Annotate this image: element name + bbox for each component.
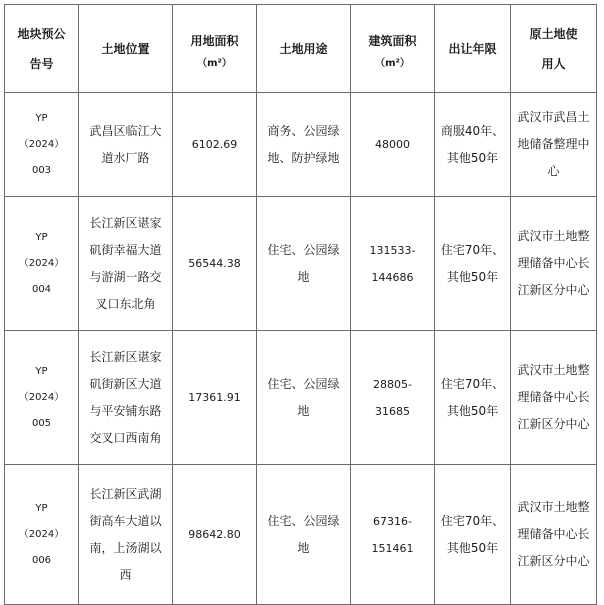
land-parcel-table	[4, 4, 597, 605]
cell-land-area: 6102.69	[173, 93, 257, 197]
cell-land-area: 17361.91	[173, 331, 257, 465]
cell-original-user: 武汉市土地整 理储备中心长 江新区分中心	[511, 465, 597, 605]
cell-location: 长江新区武湖 街高车大道以 南，上汤湖以 西	[79, 465, 173, 605]
cell-notice-no: YP （2024） 006	[5, 465, 79, 605]
header-land-use: 土地用途	[257, 5, 351, 93]
header-land-area: 用地面积 （m²）	[173, 5, 257, 93]
cell-location: 长江新区谌家 矶街新区大道 与平安铺东路 交叉口西南角	[79, 331, 173, 465]
header-notice-no: 地块预公 告号	[5, 5, 79, 93]
cell-term: 商服40年、 其他50年	[435, 93, 511, 197]
cell-building-area: 48000	[351, 93, 435, 197]
cell-original-user: 武汉市土地整 理储备中心长 江新区分中心	[511, 331, 597, 465]
land-area-unit: （m²）	[197, 57, 232, 69]
cell-land-area: 56544.38	[173, 197, 257, 331]
cell-building-area: 67316- 151461	[351, 465, 435, 605]
table-row	[5, 93, 597, 197]
header-location: 土地位置	[79, 5, 173, 93]
cell-land-use: 住宅、公园绿 地	[257, 465, 351, 605]
cell-land-use: 商务、公园绿 地、防护绿地	[257, 93, 351, 197]
header-term: 出让年限	[435, 5, 511, 93]
cell-notice-no: YP （2024） 005	[5, 331, 79, 465]
table-row	[5, 197, 597, 331]
cell-notice-no: YP （2024） 003	[5, 93, 79, 197]
cell-land-use: 住宅、公园绿 地	[257, 331, 351, 465]
cell-original-user: 武汉市土地整 理储备中心长 江新区分中心	[511, 197, 597, 331]
cell-location: 长江新区谌家 矶街幸福大道 与游湖一路交 叉口东北角	[79, 197, 173, 331]
table-row	[5, 331, 597, 465]
cell-original-user: 武汉市武昌土 地储备整理中 心	[511, 93, 597, 197]
table-header-row	[5, 5, 597, 93]
header-building-area: 建筑面积 （m²）	[351, 5, 435, 93]
cell-notice-no: YP （2024） 004	[5, 197, 79, 331]
cell-location: 武昌区临江大 道水厂路	[79, 93, 173, 197]
cell-term: 住宅70年、 其他50年	[435, 465, 511, 605]
header-original-user: 原土地使 用人	[511, 5, 597, 93]
table-row	[5, 465, 597, 605]
cell-building-area: 131533- 144686	[351, 197, 435, 331]
cell-land-area: 98642.80	[173, 465, 257, 605]
building-area-unit: （m²）	[375, 57, 410, 69]
cell-term: 住宅70年、 其他50年	[435, 331, 511, 465]
cell-term: 住宅70年、 其他50年	[435, 197, 511, 331]
cell-land-use: 住宅、公园绿 地	[257, 197, 351, 331]
cell-building-area: 28805- 31685	[351, 331, 435, 465]
